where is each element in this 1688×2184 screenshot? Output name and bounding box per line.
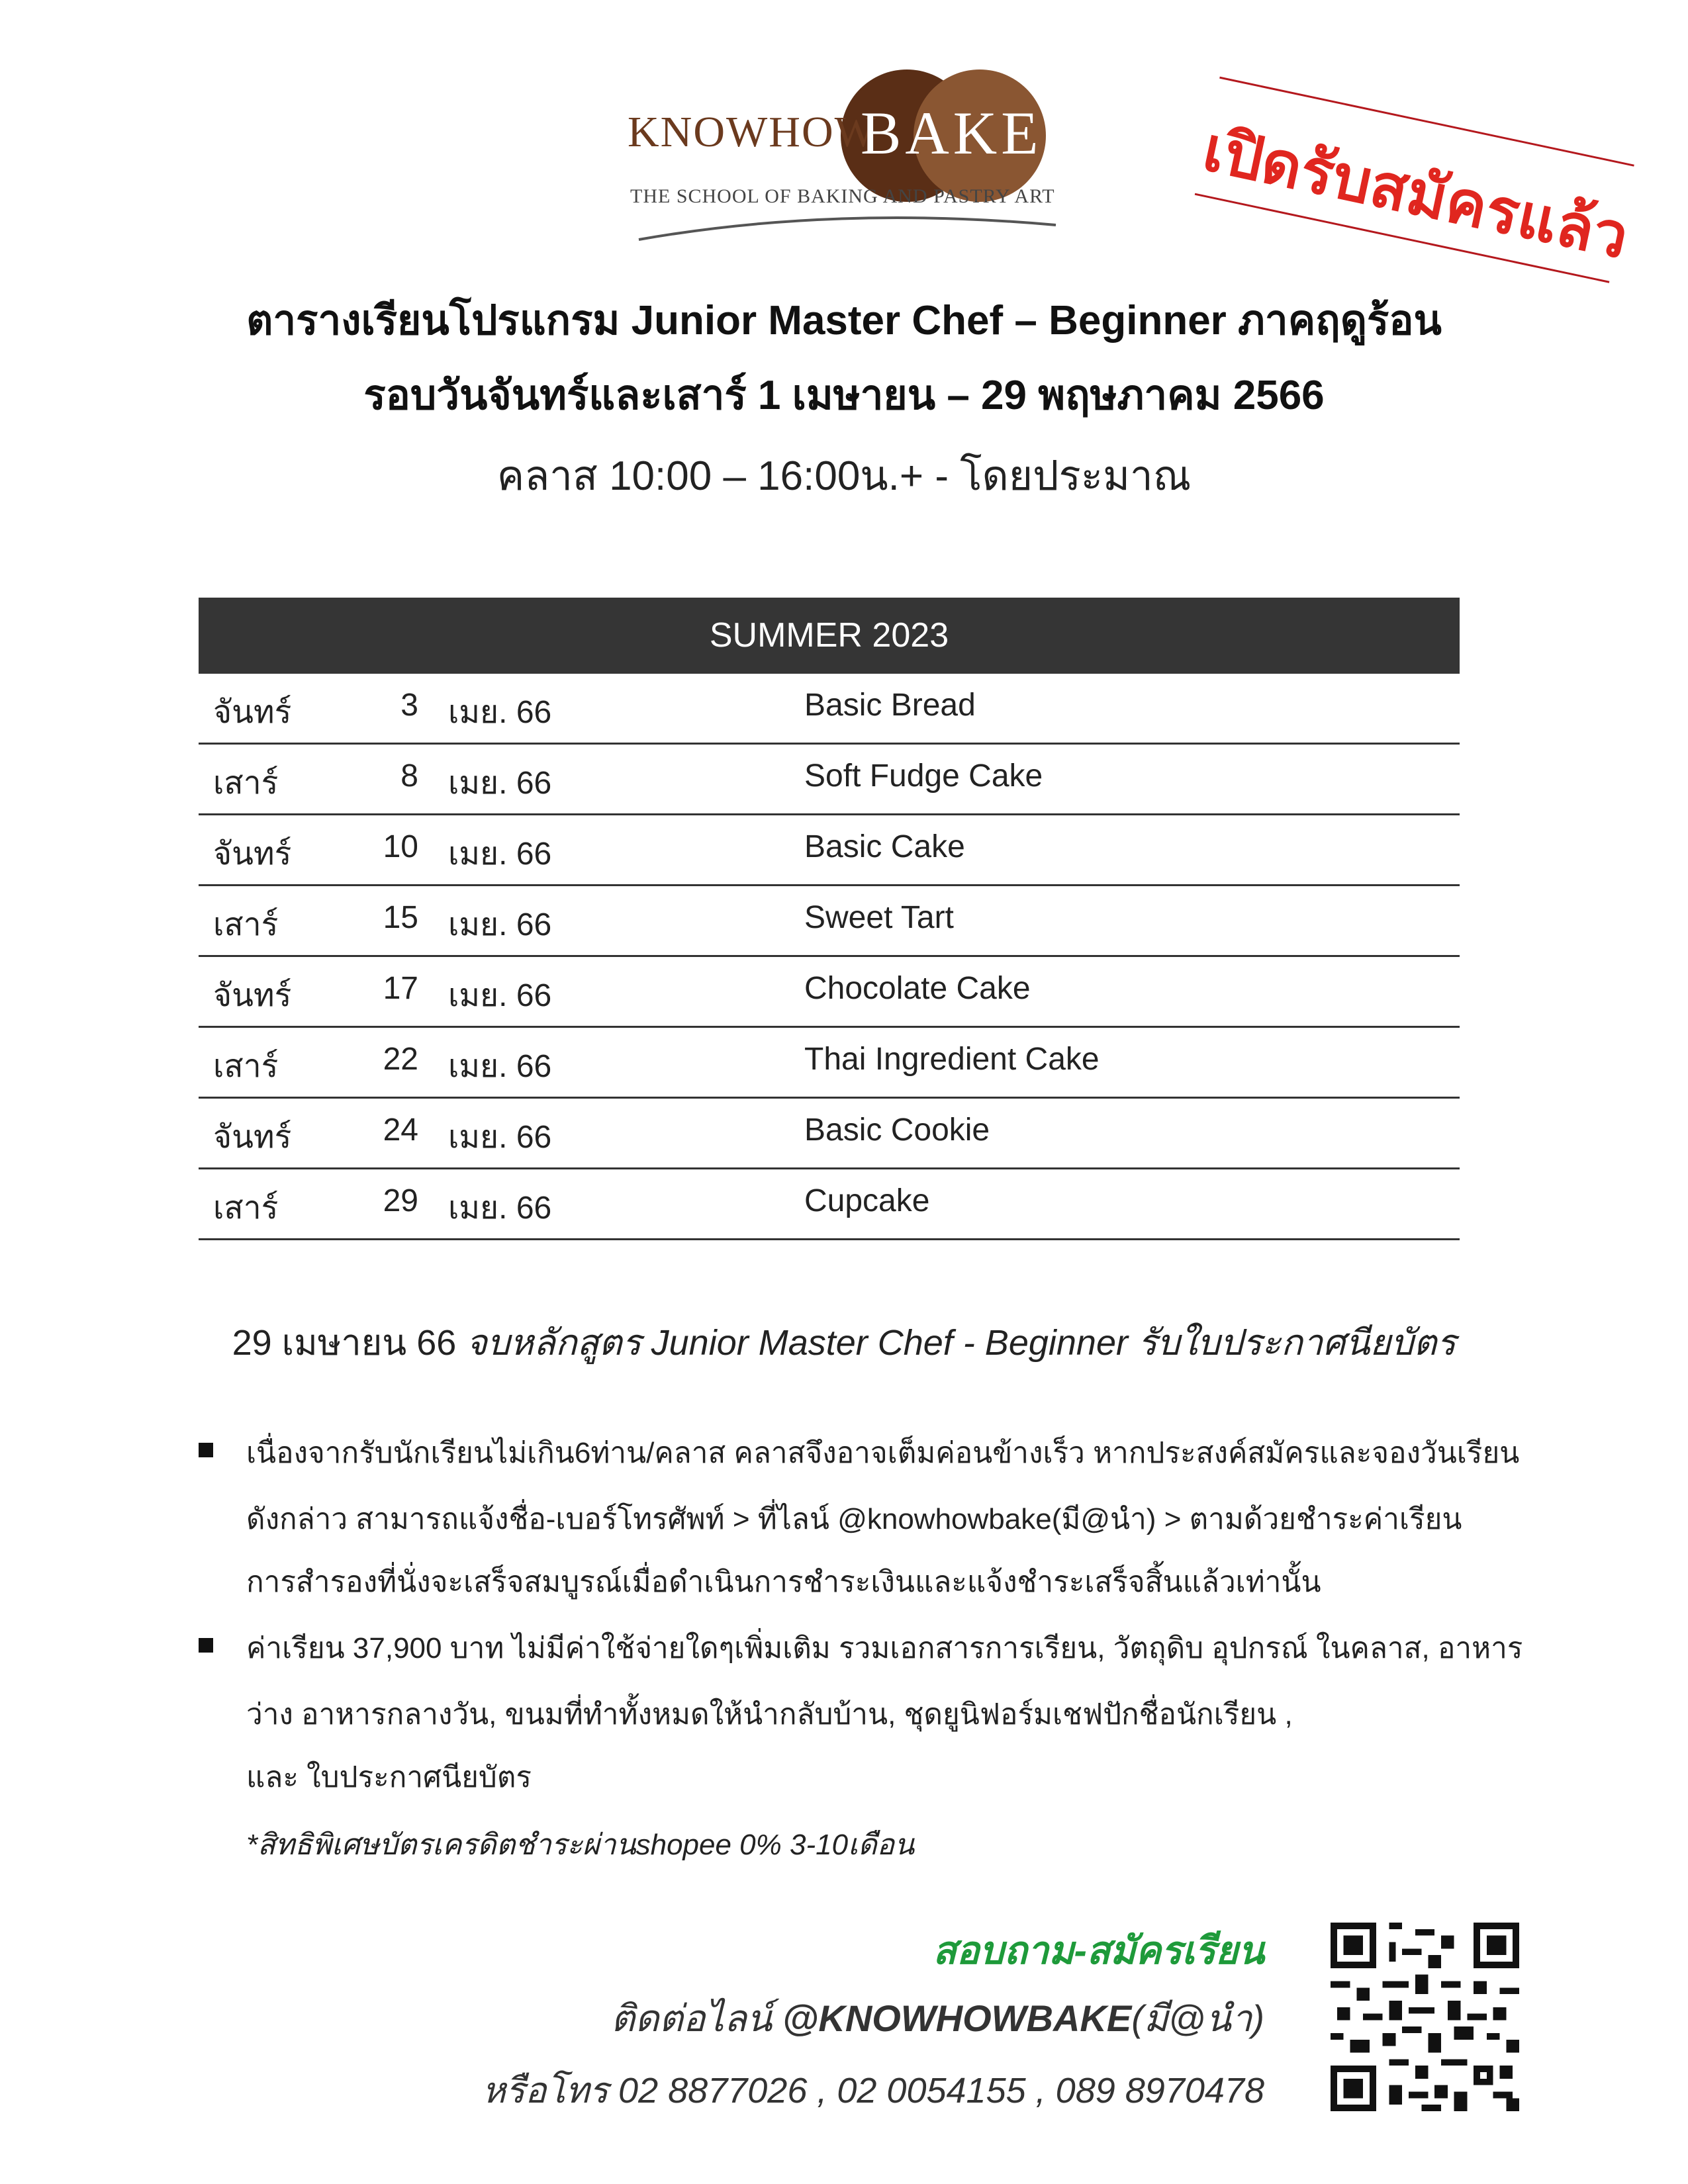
contact-line-suffix: (มี@นำ) [1131, 1997, 1264, 2039]
row-day: จันทร์ [213, 1120, 292, 1155]
contact-line [611, 1989, 1264, 2048]
page-title-dates: รอบวันจันทร์และเสาร์ 1 เมษายน – 29 พฤษภาคม 2566 [363, 373, 1325, 418]
row-month: เมย. 66 [448, 837, 552, 872]
note-line: ดังกล่าว สามารถแจ้งชื่อ-เบอร์โทรศัพท์ > ที่ไลน์ @knowhowbake(มี@นำ) > ตามด้วยชำระค่าเรียน [246, 1503, 1462, 1535]
row-day: เสาร์ [213, 1049, 279, 1084]
row-month: เมย. 66 [448, 907, 552, 942]
table-row [199, 957, 1460, 1028]
row-month: เมย. 66 [448, 766, 552, 801]
row-course: Cupcake [804, 1183, 930, 1218]
class-time-subtitle: คลาส 10:00 – 16:00น.+ - โดยประมาณ [496, 453, 1192, 499]
row-month: เมย. 66 [448, 1120, 552, 1155]
row-month: เมย. 66 [448, 695, 552, 730]
logo-tagline: THE SCHOOL OF BAKING AND PASTRY ART [630, 185, 1055, 207]
row-date: 8 [400, 758, 418, 794]
note-line: การสำรองที่นั่งจะเสร็จสมบูรณ์เมื่อดำเนินการชำระเงินและแจ้งชำระเสร็จสิ้นแล้วเท่านั้น [246, 1566, 1321, 1598]
row-day: เสาร์ [213, 766, 279, 801]
row-day: เสาร์ [213, 907, 279, 942]
note-line: ว่าง อาหารกลางวัน, ขนมที่ทำทั้งหมดให้นำกลับบ้าน, ชุดยูนิฟอร์มเชฟปักชื่อนักเรียน , [246, 1698, 1293, 1731]
open-enrollment-stamp [1192, 77, 1634, 295]
promo-note: *สิทธิพิเศษบัตรเครดิตชำระผ่านshopee 0% 3-10เดือน [246, 1829, 915, 1861]
row-date: 15 [383, 900, 418, 935]
table-row [199, 1169, 1460, 1240]
row-day: จันทร์ [213, 978, 292, 1013]
row-month: เมย. 66 [448, 1191, 552, 1226]
row-date: 17 [383, 971, 418, 1006]
row-month: เมย. 66 [448, 1049, 552, 1084]
table-row [199, 886, 1460, 957]
table-row [199, 1099, 1460, 1169]
row-course: Soft Fudge Cake [804, 758, 1043, 794]
row-date: 10 [383, 829, 418, 864]
logo-brand-knowhow: KNOWHOW [628, 108, 877, 156]
contact-phone: หรือโทร 02 8877026 , 02 0054155 , 089 8970478 [482, 2071, 1264, 2111]
schedule-header: SUMMER 2023 [199, 598, 1460, 674]
stamp-text: เปิดรับสมัครแล้ว [1197, 115, 1634, 271]
schedule-table [199, 598, 1460, 1240]
line-id: @KNOWHOWBAKE [782, 1997, 1132, 2039]
bullet-icon [199, 1638, 213, 1653]
school-logo [616, 66, 1079, 245]
completion-text: จบหลักสูตร Junior Master Chef - Beginner รับใบประกาศนียบัตร [466, 1323, 1456, 1363]
row-date: 29 [383, 1183, 418, 1218]
note-line: เนื่องจากรับนักเรียนไม่เกิน6ท่าน/คลาส คลาสจึงอาจเต็มค่อนข้างเร็ว หากประสงค์สมัครและจองวันเรียน [246, 1437, 1520, 1469]
row-day: เสาร์ [213, 1191, 279, 1226]
row-day: จันทร์ [213, 837, 292, 872]
table-row [199, 745, 1460, 815]
row-course: Chocolate Cake [804, 971, 1031, 1006]
note-line: และ ใบประกาศนียบัตร [246, 1761, 532, 1794]
row-date: 24 [383, 1113, 418, 1148]
table-row [199, 815, 1460, 886]
note-line: ค่าเรียน 37,900 บาท ไม่มีค่าใช้จ่ายใดๆเพิ่มเติม รวมเอกสารการเรียน, วัตถุดิบ อุปกรณ์ ในคลาส, อาหาร [246, 1632, 1523, 1664]
row-month: เมย. 66 [448, 978, 552, 1013]
completion-note [0, 1314, 1688, 1371]
row-course: Sweet Tart [804, 900, 954, 935]
row-date: 22 [383, 1042, 418, 1077]
bullet-icon [199, 1443, 213, 1457]
row-date: 3 [400, 688, 418, 723]
table-row [199, 1028, 1460, 1099]
row-course: Basic Cookie [804, 1113, 990, 1148]
logo-brand-bake: BAKE [861, 99, 1043, 167]
row-course: Basic Cake [804, 829, 965, 864]
contact-heading: สอบถาม-สมัครเรียน [933, 1929, 1264, 1972]
qr-code-icon[interactable] [1331, 1923, 1519, 2111]
row-course: Basic Bread [804, 688, 976, 723]
page-title: ตารางเรียนโปรแกรม Junior Master Chef – Beginner ภาคฤดูร้อน [246, 298, 1442, 343]
row-day: จันทร์ [213, 695, 292, 730]
contact-line-prefix: ติดต่อไลน์ [610, 1997, 782, 2039]
completion-date: 29 เมษายน 66 [232, 1323, 457, 1363]
row-course: Thai Ingredient Cake [804, 1042, 1100, 1077]
table-row [199, 674, 1460, 745]
